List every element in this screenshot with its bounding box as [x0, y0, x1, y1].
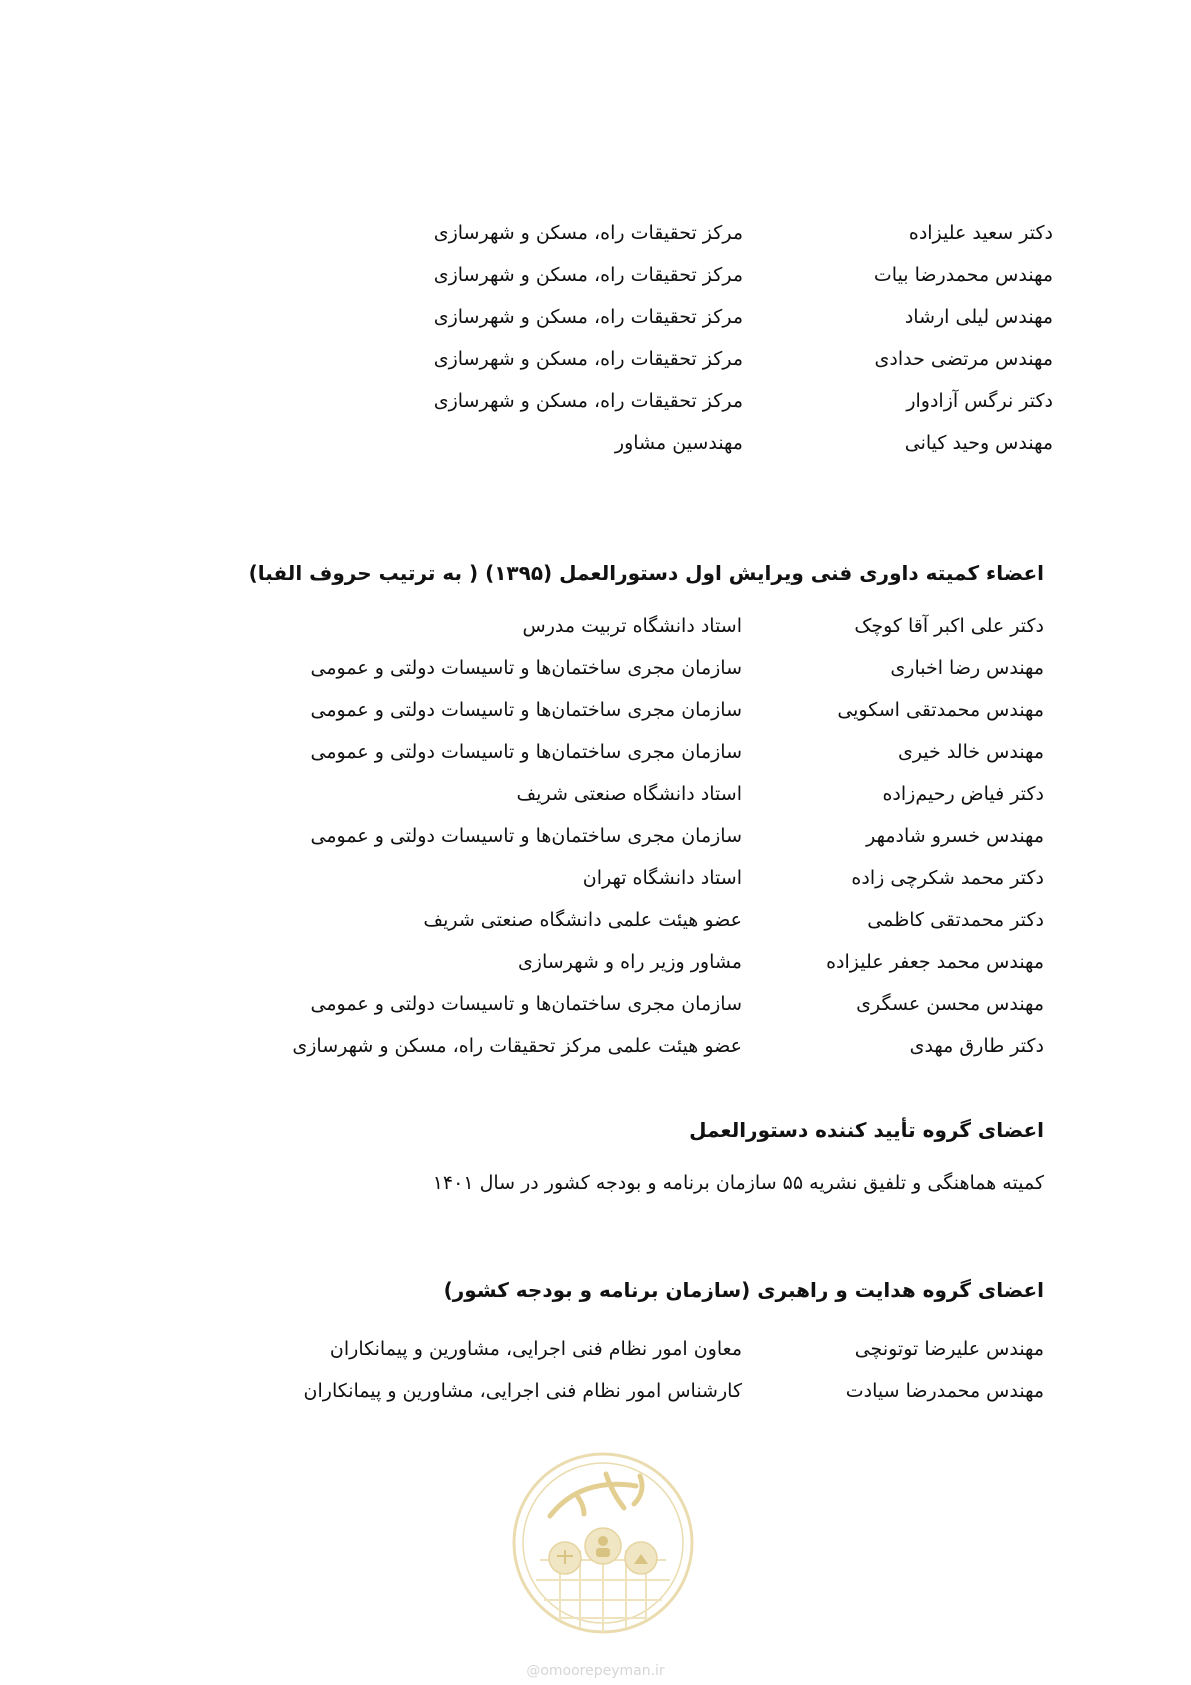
section-heading: اعضای گروه هدایت و راهبری (سازمان برنامه و بودجه کشور) — [443, 1278, 1044, 1302]
member-name: مهندس رضا اخباری — [890, 657, 1044, 679]
member-row — [144, 857, 1044, 899]
member-organization: مرکز تحقیقات راه، مسکن و شهرسازی — [433, 222, 743, 244]
member-row — [144, 647, 1044, 689]
member-organization: عضو هیئت علمی دانشگاه صنعتی شریف — [423, 909, 742, 931]
website-watermark: @omoorepeyman.ir — [526, 1663, 665, 1679]
member-organization: استاد دانشگاه صنعتی شریف — [516, 783, 742, 805]
member-organization: استاد دانشگاه تهران — [582, 867, 742, 889]
member-row — [144, 815, 1044, 857]
member-organization: مرکز تحقیقات راه، مسکن و شهرسازی — [433, 306, 743, 328]
member-name: مهندس وحید کیانی — [904, 432, 1053, 454]
member-row — [144, 605, 1044, 647]
member-organization: مرکز تحقیقات راه، مسکن و شهرسازی — [433, 390, 743, 412]
member-name: مهندس خالد خیری — [897, 741, 1044, 763]
member-name: مهندس محمدرضا بیات — [873, 264, 1053, 286]
member-row — [333, 338, 1053, 380]
member-name: دکتر علی اکبر آقا کوچک — [854, 615, 1044, 637]
section-heading: اعضاء کمیته داوری فنی ویرایش اول دستورالعمل (۱۳۹۵) ( به ترتیب حروف الفبا) — [248, 561, 1044, 585]
member-row — [144, 731, 1044, 773]
member-organization: سازمان مجری ساختمان‌ها و تاسیسات دولتی و عمومی — [310, 825, 742, 847]
member-row — [144, 1370, 1044, 1412]
member-row — [333, 254, 1053, 296]
member-organization: سازمان مجری ساختمان‌ها و تاسیسات دولتی و عمومی — [310, 993, 742, 1015]
member-name: مهندس محسن عسگری — [856, 993, 1044, 1015]
member-name: دکتر محمد شکرچی زاده — [851, 867, 1044, 889]
member-organization: عضو هیئت علمی مرکز تحقیقات راه، مسکن و شهرسازی — [292, 1035, 742, 1057]
member-row — [144, 1025, 1044, 1067]
member-name: مهندس محمدتقی اسکویی — [837, 699, 1044, 721]
approval-text: کمیته هماهنگی و تلفیق نشریه ۵۵ سازمان برنامه و بودجه کشور در سال ۱۴۰۱ — [432, 1172, 1044, 1194]
member-organization: مشاور وزیر راه و شهرسازی — [517, 951, 742, 973]
member-organization: مرکز تحقیقات راه، مسکن و شهرسازی — [433, 348, 743, 370]
member-name: دکتر نرگس آزادوار — [906, 390, 1053, 412]
member-organization: کارشناس امور نظام فنی اجرایی، مشاورین و پیمانکاران — [303, 1380, 742, 1402]
member-name: مهندس محمد جعفر علیزاده — [826, 951, 1044, 973]
member-row — [144, 941, 1044, 983]
member-name: دکتر محمدتقی کاظمی — [867, 909, 1044, 931]
member-organization: مهندسین مشاور — [614, 432, 743, 454]
member-organization: استاد دانشگاه تربیت مدرس — [522, 615, 742, 637]
member-name: دکتر سعید علیزاده — [908, 222, 1053, 244]
member-row — [333, 422, 1053, 464]
member-row — [333, 296, 1053, 338]
member-name: دکتر طارق مهدی — [909, 1035, 1044, 1057]
member-row — [144, 773, 1044, 815]
member-name: مهندس محمدرضا سیادت — [845, 1380, 1044, 1402]
seal-watermark-icon — [510, 1450, 696, 1636]
member-name: مهندس مرتضی حدادی — [874, 348, 1053, 370]
member-name: مهندس لیلی ارشاد — [904, 306, 1053, 328]
member-name: دکتر فیاض رحیم‌زاده — [882, 783, 1044, 805]
member-organization: سازمان مجری ساختمان‌ها و تاسیسات دولتی و عمومی — [310, 741, 742, 763]
member-row — [144, 899, 1044, 941]
member-row — [144, 983, 1044, 1025]
member-organization: مرکز تحقیقات راه، مسکن و شهرسازی — [433, 264, 743, 286]
member-row — [144, 1328, 1044, 1370]
member-organization: معاون امور نظام فنی اجرایی، مشاورین و پیمانکاران — [329, 1338, 742, 1360]
member-name: مهندس خسرو شادمهر — [866, 825, 1044, 847]
member-row — [333, 380, 1053, 422]
member-row — [333, 212, 1053, 254]
section-heading: اعضای گروه تأیید کننده دستورالعمل — [689, 1118, 1044, 1142]
member-organization: سازمان مجری ساختمان‌ها و تاسیسات دولتی و عمومی — [310, 699, 742, 721]
member-name: مهندس علیرضا توتونچی — [854, 1338, 1044, 1360]
member-organization: سازمان مجری ساختمان‌ها و تاسیسات دولتی و عمومی — [310, 657, 742, 679]
member-row — [144, 689, 1044, 731]
